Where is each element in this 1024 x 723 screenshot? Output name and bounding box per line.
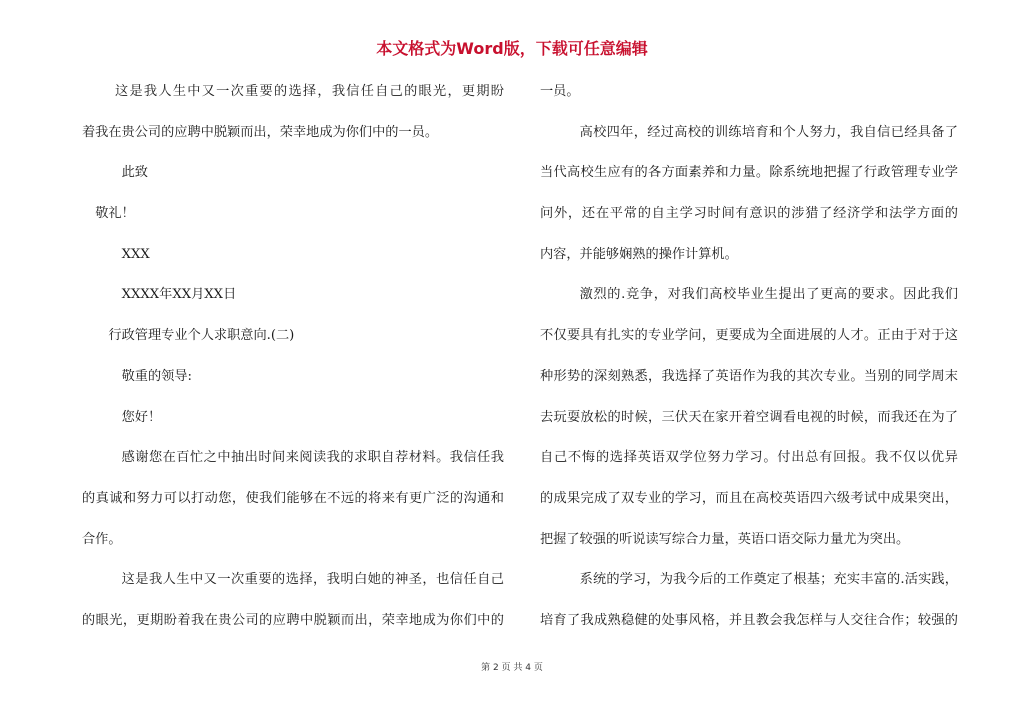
text-line: 这是我人生中又一次重要的选择，我信任自己的眼光，更期盼 [115, 84, 504, 99]
text-line: 这是我人生中又一次重要的选择，我明白她的神圣，也信任自己 [121, 572, 504, 588]
text-line: 去玩耍放松的时候，三伏天在家开着空调看电视的时候，而我还在为了 [540, 409, 958, 425]
text-line: 内容，并能够娴熟的操作计算机。 [540, 246, 738, 262]
text-line: XXXX年XX月XX日 [121, 287, 237, 303]
text-line: 的真诚和努力可以打动您，使我们能够在不远的将来有更广泛的沟通和 [82, 490, 504, 506]
text-line: 敬重的领导: [121, 368, 192, 384]
text-line: 您好！ [121, 409, 162, 425]
text-line: 合作。 [82, 531, 122, 547]
text-line: 种形势的深刻熟悉，我选择了英语作为我的其次专业。当别的同学周末 [540, 368, 958, 384]
left-text-column [82, 72, 504, 642]
document-header-title: 本文格式为Word版，下载可任意编辑 [376, 39, 648, 58]
text-line: 激烈的.竞争，对我们高校毕业生提出了更高的要求。因此我们 [579, 287, 958, 303]
text-line: XXX [121, 246, 150, 262]
text-line: 培育了我成熟稳健的处事风格，并且教会我怎样与人交往合作；较强的 [540, 612, 958, 628]
text-line: 一员。 [540, 84, 580, 99]
text-line: 的眼光，更期盼着我在贵公司的应聘中脱颖而出，荣幸地成为你们中的 [82, 612, 504, 628]
text-line: 的成果完成了双专业的学习，而且在高校英语四六级考试中成果突出， [540, 490, 958, 506]
text-line: 高校四年，经过高校的训练培育和个人努力，我自信已经具备了 [579, 124, 958, 140]
text-line: 此致 [121, 165, 148, 181]
right-text-column [540, 72, 958, 642]
text-line: 系统的学习，为我今后的工作奠定了根基；充实丰富的.活实践， [579, 572, 958, 588]
text-line: 感谢您在百忙之中抽出时间来阅读我的求职自荐材料。我信任我 [121, 450, 504, 466]
text-line: 行政管理专业个人求职意向.(二) [108, 328, 295, 344]
text-line: 当代高校生应有的各方面素养和力量。除系统地把握了行政管理专业学 [540, 165, 958, 181]
page-number-footer: 第 2 页 共 4 页 [481, 663, 543, 673]
text-line: 自己不悔的选择英语双学位努力学习。付出总有回报。我不仅以优异 [540, 450, 958, 466]
text-line: 不仅要具有扎实的专业学问，更要成为全面进展的人才。正由于对于这 [540, 328, 958, 344]
text-line: 敬礼！ [95, 206, 135, 222]
text-line: 问外，还在平常的自主学习时间有意识的涉猎了经济学和法学方面的 [540, 206, 958, 222]
text-line: 着我在贵公司的应聘中脱颖而出，荣幸地成为你们中的一员。 [82, 124, 439, 140]
text-line: 把握了较强的听说读写综合力量，英语口语交际力量尤为突出。 [540, 531, 910, 547]
